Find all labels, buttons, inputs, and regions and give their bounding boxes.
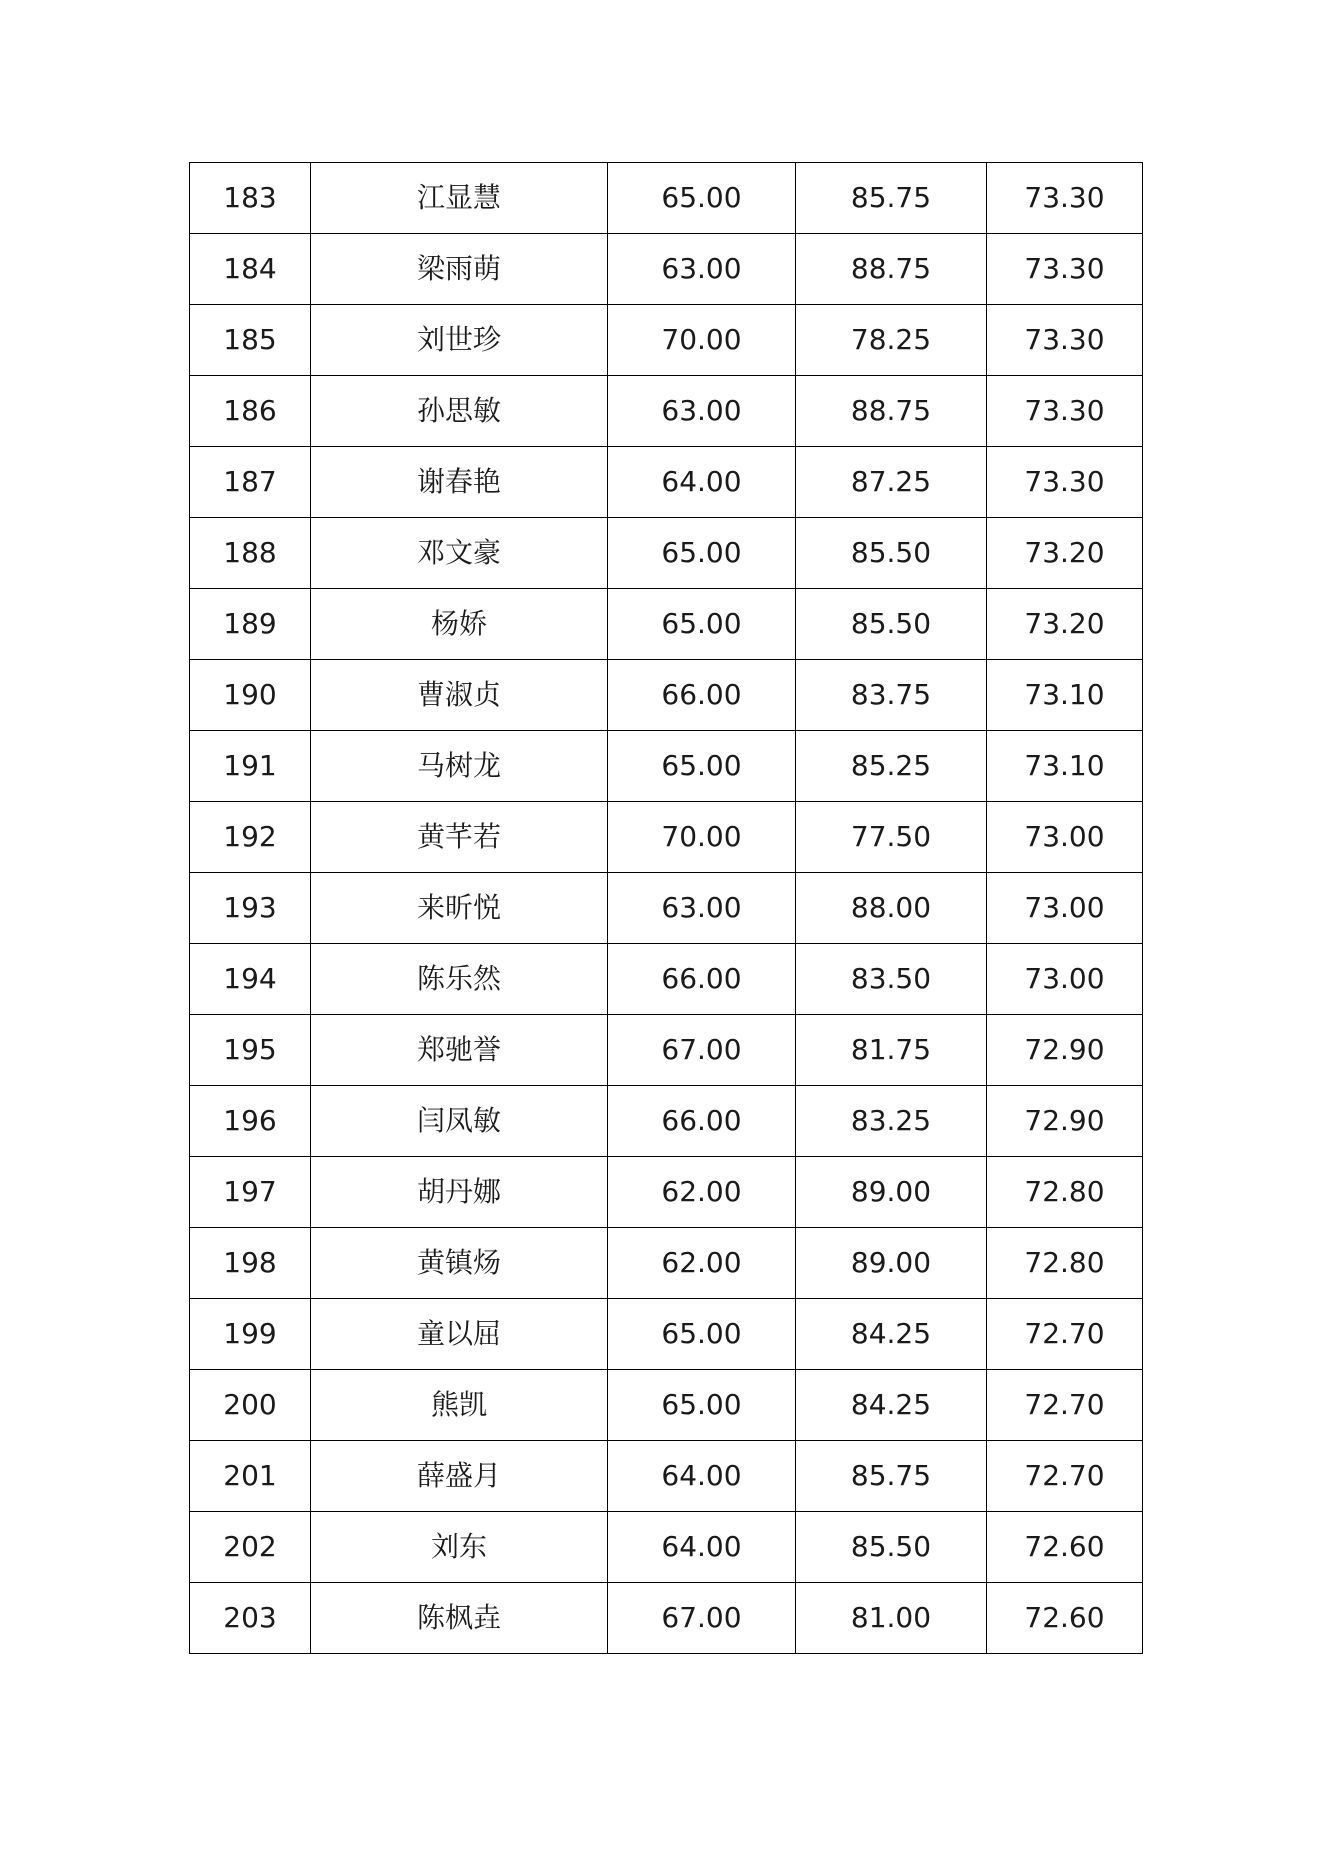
table-row — [190, 376, 1143, 447]
rank-cell: 194 — [190, 944, 311, 1015]
total-score-cell: 72.70 — [987, 1441, 1143, 1512]
interview-score-cell: 89.00 — [796, 1228, 987, 1299]
interview-score-cell: 85.50 — [796, 589, 987, 660]
table-row — [190, 518, 1143, 589]
total-score-cell: 73.30 — [987, 163, 1143, 234]
written-score-cell: 64.00 — [608, 447, 796, 518]
table-row — [190, 731, 1143, 802]
interview-score-cell: 87.25 — [796, 447, 987, 518]
table-row — [190, 1228, 1143, 1299]
table-row — [190, 944, 1143, 1015]
score-table — [189, 162, 1143, 1654]
rank-cell: 193 — [190, 873, 311, 944]
total-score-cell: 73.30 — [987, 234, 1143, 305]
total-score-cell: 73.30 — [987, 447, 1143, 518]
interview-score-cell: 77.50 — [796, 802, 987, 873]
table-row — [190, 1583, 1143, 1654]
written-score-cell: 65.00 — [608, 1370, 796, 1441]
total-score-cell: 73.00 — [987, 944, 1143, 1015]
table-row — [190, 305, 1143, 376]
rank-cell: 203 — [190, 1583, 311, 1654]
table-row — [190, 1512, 1143, 1583]
written-score-cell: 66.00 — [608, 660, 796, 731]
total-score-cell: 72.60 — [987, 1512, 1143, 1583]
name-cell: 来昕悦 — [311, 873, 608, 944]
table-body — [190, 163, 1143, 1654]
total-score-cell: 73.00 — [987, 873, 1143, 944]
name-cell: 胡丹娜 — [311, 1157, 608, 1228]
rank-cell: 184 — [190, 234, 311, 305]
total-score-cell: 72.80 — [987, 1157, 1143, 1228]
table-row — [190, 1299, 1143, 1370]
total-score-cell: 73.10 — [987, 731, 1143, 802]
table-row — [190, 163, 1143, 234]
interview-score-cell: 83.75 — [796, 660, 987, 731]
written-score-cell: 65.00 — [608, 518, 796, 589]
written-score-cell: 65.00 — [608, 1299, 796, 1370]
name-cell: 陈乐然 — [311, 944, 608, 1015]
name-cell: 刘东 — [311, 1512, 608, 1583]
name-cell: 闫凤敏 — [311, 1086, 608, 1157]
interview-score-cell: 81.75 — [796, 1015, 987, 1086]
table-row — [190, 234, 1143, 305]
rank-cell: 197 — [190, 1157, 311, 1228]
total-score-cell: 72.70 — [987, 1299, 1143, 1370]
name-cell: 陈枫垚 — [311, 1583, 608, 1654]
total-score-cell: 73.30 — [987, 305, 1143, 376]
written-score-cell: 63.00 — [608, 873, 796, 944]
rank-cell: 200 — [190, 1370, 311, 1441]
interview-score-cell: 85.50 — [796, 518, 987, 589]
interview-score-cell: 84.25 — [796, 1299, 987, 1370]
written-score-cell: 67.00 — [608, 1015, 796, 1086]
rank-cell: 192 — [190, 802, 311, 873]
rank-cell: 188 — [190, 518, 311, 589]
interview-score-cell: 81.00 — [796, 1583, 987, 1654]
interview-score-cell: 88.75 — [796, 376, 987, 447]
table-row — [190, 802, 1143, 873]
rank-cell: 185 — [190, 305, 311, 376]
total-score-cell: 73.20 — [987, 518, 1143, 589]
name-cell: 马树龙 — [311, 731, 608, 802]
written-score-cell: 64.00 — [608, 1441, 796, 1512]
rank-cell: 190 — [190, 660, 311, 731]
name-cell: 邓文豪 — [311, 518, 608, 589]
written-score-cell: 65.00 — [608, 731, 796, 802]
name-cell: 黄芊若 — [311, 802, 608, 873]
rank-cell: 202 — [190, 1512, 311, 1583]
interview-score-cell: 85.75 — [796, 1441, 987, 1512]
total-score-cell: 72.90 — [987, 1015, 1143, 1086]
name-cell: 孙思敏 — [311, 376, 608, 447]
name-cell: 刘世珍 — [311, 305, 608, 376]
table-row — [190, 1370, 1143, 1441]
interview-score-cell: 89.00 — [796, 1157, 987, 1228]
interview-score-cell: 83.50 — [796, 944, 987, 1015]
written-score-cell: 63.00 — [608, 376, 796, 447]
total-score-cell: 72.60 — [987, 1583, 1143, 1654]
name-cell: 薛盛月 — [311, 1441, 608, 1512]
total-score-cell: 73.30 — [987, 376, 1143, 447]
name-cell: 梁雨萌 — [311, 234, 608, 305]
written-score-cell: 67.00 — [608, 1583, 796, 1654]
name-cell: 熊凯 — [311, 1370, 608, 1441]
written-score-cell: 65.00 — [608, 589, 796, 660]
table-row — [190, 447, 1143, 518]
table-row — [190, 1086, 1143, 1157]
written-score-cell: 70.00 — [608, 305, 796, 376]
total-score-cell: 72.70 — [987, 1370, 1143, 1441]
written-score-cell: 62.00 — [608, 1228, 796, 1299]
rank-cell: 196 — [190, 1086, 311, 1157]
written-score-cell: 64.00 — [608, 1512, 796, 1583]
table-row — [190, 1015, 1143, 1086]
name-cell: 杨娇 — [311, 589, 608, 660]
interview-score-cell: 85.75 — [796, 163, 987, 234]
rank-cell: 183 — [190, 163, 311, 234]
rank-cell: 195 — [190, 1015, 311, 1086]
table-row — [190, 589, 1143, 660]
written-score-cell: 66.00 — [608, 944, 796, 1015]
rank-cell: 186 — [190, 376, 311, 447]
name-cell: 谢春艳 — [311, 447, 608, 518]
interview-score-cell: 78.25 — [796, 305, 987, 376]
name-cell: 童以屈 — [311, 1299, 608, 1370]
name-cell: 黄镇炀 — [311, 1228, 608, 1299]
name-cell: 曹淑贞 — [311, 660, 608, 731]
rank-cell: 191 — [190, 731, 311, 802]
name-cell: 郑驰誉 — [311, 1015, 608, 1086]
interview-score-cell: 85.50 — [796, 1512, 987, 1583]
rank-cell: 198 — [190, 1228, 311, 1299]
written-score-cell: 70.00 — [608, 802, 796, 873]
written-score-cell: 65.00 — [608, 163, 796, 234]
written-score-cell: 63.00 — [608, 234, 796, 305]
written-score-cell: 62.00 — [608, 1157, 796, 1228]
table-row — [190, 1157, 1143, 1228]
interview-score-cell: 84.25 — [796, 1370, 987, 1441]
interview-score-cell: 88.75 — [796, 234, 987, 305]
interview-score-cell: 83.25 — [796, 1086, 987, 1157]
rank-cell: 189 — [190, 589, 311, 660]
total-score-cell: 73.20 — [987, 589, 1143, 660]
total-score-cell: 72.90 — [987, 1086, 1143, 1157]
total-score-cell: 73.00 — [987, 802, 1143, 873]
table-row — [190, 873, 1143, 944]
written-score-cell: 66.00 — [608, 1086, 796, 1157]
total-score-cell: 73.10 — [987, 660, 1143, 731]
interview-score-cell: 88.00 — [796, 873, 987, 944]
rank-cell: 187 — [190, 447, 311, 518]
interview-score-cell: 85.25 — [796, 731, 987, 802]
name-cell: 江显慧 — [311, 163, 608, 234]
table-row — [190, 1441, 1143, 1512]
table-row — [190, 660, 1143, 731]
total-score-cell: 72.80 — [987, 1228, 1143, 1299]
rank-cell: 199 — [190, 1299, 311, 1370]
rank-cell: 201 — [190, 1441, 311, 1512]
